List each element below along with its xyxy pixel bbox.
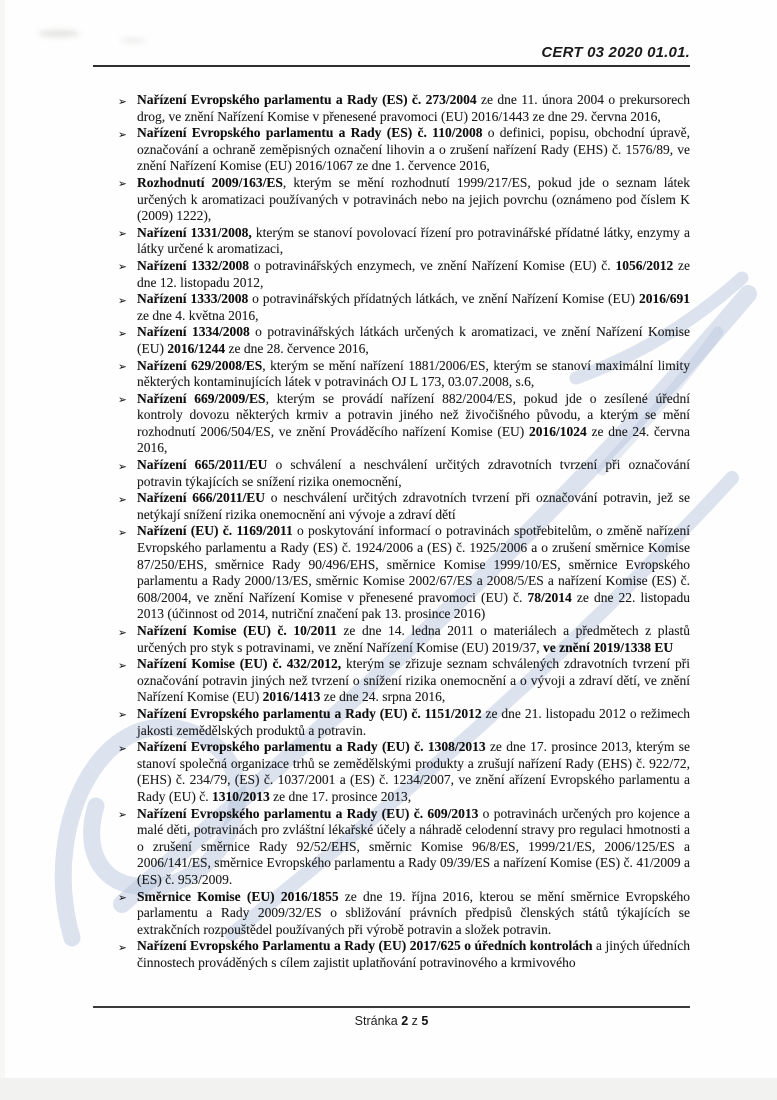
- footer-label: Stránka: [354, 1014, 402, 1028]
- footer-total-pages: 5: [421, 1014, 429, 1028]
- scan-smudge: [120, 38, 146, 43]
- scan-smudge: [38, 30, 80, 37]
- list-item: [118, 258, 690, 291]
- list-item-text: Nařízení Komise (EU) č. 10/2011 ze dne 14. ledna 2011 o materiálech a předmětech z plastů určených pro styk s potravinami, ve znění Nařízení Komise (EU) 2019/37, ve znění 2019/1338 EU: [137, 623, 690, 655]
- list-item: [118, 490, 690, 523]
- list-item-text: Nařízení 666/2011/EU o neschválení určitých zdravotních tvrzení při označování potravin, jež se netýkají snížení rizika onemocnění ani vývoje a zdraví dětí: [137, 490, 691, 522]
- bullet-arrow-icon: ➢: [118, 460, 127, 473]
- bullet-arrow-icon: ➢: [118, 742, 127, 755]
- list-item-text: Nařízení 1331/2008, kterým se stanoví povolovací řízení pro potravinářské přídatné látky, enzymy a látky určené k aromatizaci,: [137, 224, 690, 257]
- list-item: [118, 806, 690, 889]
- bullet-arrow-icon: ➢: [118, 327, 127, 340]
- list-item-text: Nařízení 669/2009/ES, kterým se provádí nařízení 882/2004/ES, pokud jde o zesílené úřední kontroly dovozu některých krmiv a potravin jiného než živočišného původu, a kterým se mění rozhodnutí 2006/504/ES, ve znění Prováděcího nařízení Komise (EU) 2016/1024 ze dne 24. června 2016,: [137, 390, 691, 456]
- list-item: [118, 457, 690, 490]
- list-item-text: Nařízení 1333/2008 o potravinářských přídatných látkách, ve znění Nařízení Komise (EU) 2016/691 ze dne 4. května 2016,: [137, 291, 690, 323]
- list-item-text: Nařízení 665/2011/EU o schválení a neschválení určitých zdravotních tvrzení při označování potravin týkajících se snížení rizika onemocnění,: [137, 457, 690, 489]
- scan-edge: [0, 1078, 777, 1100]
- bullet-arrow-icon: ➢: [118, 261, 127, 274]
- list-item: [118, 92, 690, 125]
- bullet-arrow-icon: ➢: [118, 659, 127, 672]
- bullet-arrow-icon: ➢: [118, 626, 127, 639]
- bullet-arrow-icon: ➢: [118, 361, 127, 373]
- list-item-text: Nařízení 1334/2008 o potravinářských látkách určených k aromatizaci, ve znění Nařízení Komise (EU) 2016/1244 ze dne 28. července 2016,: [137, 324, 690, 356]
- list-item-text: Nařízení Evropského parlamentu a Rady (ES) č. 110/2008 o definici, popisu, obchodní úpravě, označování a ochraně zeměpisných označení lihovin a o zrušení nařízení Rady (EHS) č. 1576/89, ve znění Nařízení Komise (EU) 2016/1067 ze dne 1. července 2016,: [137, 125, 691, 174]
- list-item-text: Nařízení Komise (EU) č. 432/2012, kterým se zřizuje seznam schválených zdravotních tvrzení při označování potravin jiných než tvrzení o snížení rizika onemocnění a o vývoji a zdraví dětí, ve znění Nařízení Komise (EU) 2016/1413 ze dne 24. srpna 2016,: [137, 656, 690, 705]
- bullet-arrow-icon: ➢: [118, 709, 127, 722]
- list-item-text: Nařízení 629/2008/ES, kterým se mění nařízení 1881/2006/ES, kterým se stanoví maximální limity některých kontaminujících látek v potravinách OJ L 173, 03.07.2008, s.6,: [137, 357, 690, 390]
- list-item: [118, 225, 690, 258]
- bullet-arrow-icon: ➢: [118, 892, 127, 904]
- list-item: [118, 889, 690, 939]
- page-footer: [93, 1006, 690, 1028]
- bullet-arrow-icon: ➢: [118, 128, 127, 141]
- list-item: [118, 125, 690, 175]
- page-header: [93, 44, 690, 67]
- list-item: [118, 656, 690, 706]
- bullet-arrow-icon: ➢: [118, 941, 127, 954]
- list-item: [118, 739, 690, 805]
- list-item: [118, 623, 690, 656]
- list-item: [118, 523, 690, 623]
- bullet-arrow-icon: ➢: [118, 526, 127, 539]
- list-item-text: Nařízení (EU) č. 1169/2011 o poskytování informací o potravinách spotřebitelům, o změně nařízení Evropského parlamentu a Rady (ES) č. 1924/2006 a (ES) č. 1925/2006 a o zrušení směrnice Komise 87/250/EHS, směrnice Rady 90/496/EHS, směrnice Komise 1999/10/ES, směrnice Evropského parlamentu a Rady 2000/13/ES, směrnic Komise 2002/67/ES a 2008/5/ES a nařízení Komise (ES) č. 608/2004, ve znění Nařízení Komise v přenesené pravomoci (EU) č. 78/2014 ze dne 22. listopadu 2013 (účinnost od 2014, nutriční značení pak 13. prosince 2016): [137, 523, 690, 622]
- header-code: CERT 03 2020 01.01.: [541, 44, 690, 61]
- list-item-text: Nařízení Evropského parlamentu a Rady (EU) č. 1151/2012 ze dne 21. listopadu 2012 o režimech jakosti zemědělských produktů a potravin.: [137, 705, 690, 738]
- list-item-text: Nařízení Evropského Parlamentu a Rady (EU) 2017/625 o úředních kontrolách a jiných úředních činnostech prováděných s cílem zajistit uplatňování potravinového a krmivového: [137, 938, 690, 970]
- bullet-arrow-icon: ➢: [118, 493, 127, 506]
- list-item-text: Nařízení Evropského parlamentu a Rady (EU) č. 609/2013 o potravinách určených pro kojence a malé děti, potravinách pro zvláštní lékařské účely a náhradě celodenní stravy pro regulaci hmotnosti a o zrušení směrnice Rady 92/52/EHS, směrnic Komise 96/8/ES, 1999/21/ES, 2006/125/ES a 2006/141/ES, směrnice Evropského parlamentu a Rady 09/39/ES a nařízení Komise (ES) č. 41/2009 a (ES) č. 953/2009.: [137, 805, 690, 887]
- list-item: [118, 938, 690, 971]
- list-item-text: Rozhodnutí 2009/163/ES, kterým se mění rozhodnutí 1999/217/ES, pokud jde o seznam látek určených k aromatizaci používaných v potravinách nebo na jejich povrchu (oznámeno pod číslem K (2009) 1222),: [137, 174, 690, 224]
- list-item: [118, 706, 690, 739]
- bullet-arrow-icon: ➢: [118, 294, 127, 307]
- bullet-arrow-icon: ➢: [118, 809, 127, 822]
- footer-of-label: z: [411, 1014, 422, 1028]
- list-item: [118, 324, 690, 357]
- list-item-text: Nařízení 1332/2008 o potravinářských enzymech, ve znění Nařízení Komise (EU) č. 1056/2012 ze dne 12. listopadu 2012,: [137, 257, 690, 290]
- bullet-arrow-icon: ➢: [118, 95, 127, 108]
- list-item: [118, 358, 690, 391]
- bullet-arrow-icon: ➢: [118, 394, 127, 407]
- bullet-arrow-icon: ➢: [118, 178, 127, 191]
- list-item-text: Nařízení Evropského parlamentu a Rady (EU) č. 1308/2013 ze dne 17. prosince 2013, kterým se stanoví společná organizace trhů se zemědělskými produkty a zrušují nařízení Rady (EHS) č. 922/72, (EHS) č. 234/79, (ES) č. 1037/2001 a (ES) č. 1234/2007, ve znění ařízení Evropského parlamentu a Rady (EU) č. 1310/2013 ze dne 17. prosince 2013,: [137, 739, 690, 804]
- footer-page-number: 2: [401, 1014, 409, 1028]
- scan-edge: [0, 0, 5, 1100]
- list-item-text: Směrnice Komise (EU) 2016/1855 ze dne 19. října 2016, kterou se mění směrnice Evropského parlamentu a Rady 2009/32/ES o sbližování právních předpisů členských států týkajících se extrakčních rozpouštědel používaných při výrobě potravin a složek potravin.: [137, 888, 691, 937]
- list-item: [118, 391, 690, 457]
- list-item: [118, 291, 690, 324]
- list-item-text: Nařízení Evropského parlamentu a Rady (ES) č. 273/2004 ze dne 11. února 2004 o prekursorech drog, ve znění Nařízení Komise v přenesené pravomoci (EU) 2016/1443 ze dne 29. června 2016,: [137, 92, 690, 124]
- bullet-arrow-icon: ➢: [118, 228, 127, 241]
- regulation-list: [118, 92, 690, 971]
- list-item: [118, 175, 690, 225]
